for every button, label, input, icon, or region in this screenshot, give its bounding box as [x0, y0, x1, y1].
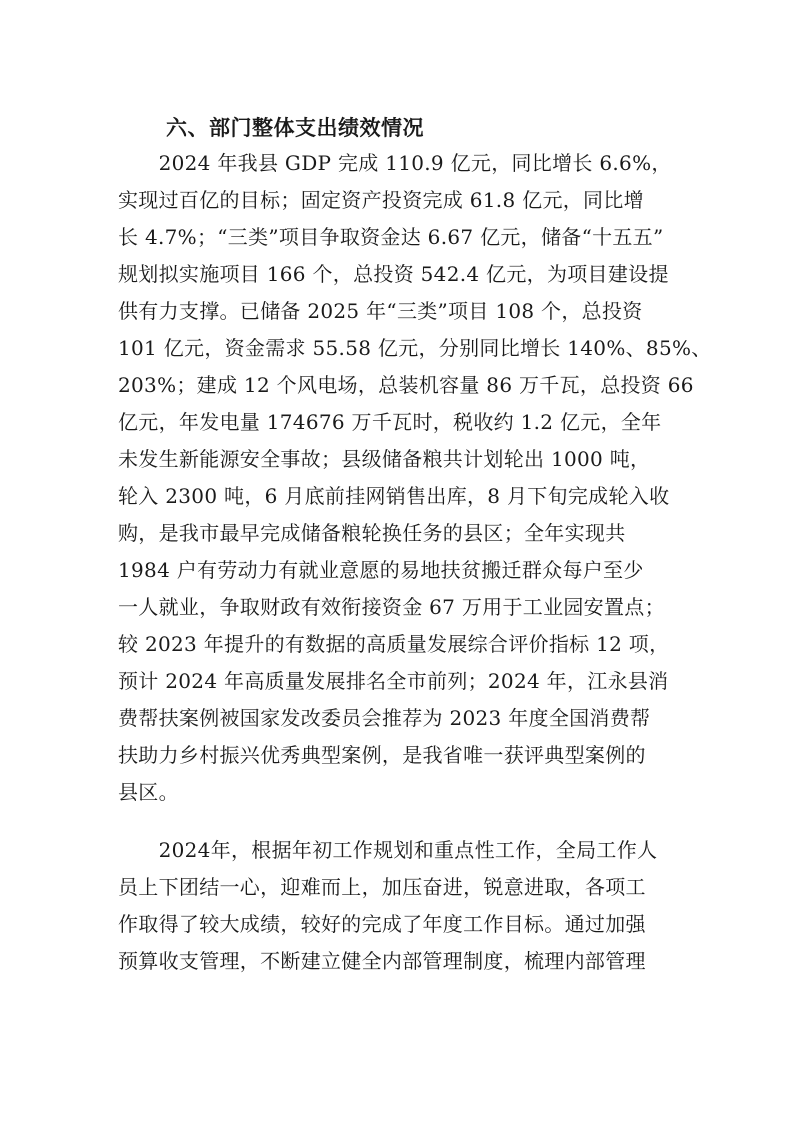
- section-heading: 六、部门整体支出绩效情况: [166, 116, 424, 140]
- text-line: 较 2023 年提升的有数据的高质量发展综合评价指标 12 项，: [118, 632, 670, 656]
- text-line: 县区。: [118, 780, 179, 804]
- text-line: 实现过百亿的目标；固定资产投资完成 61.8 亿元，同比增: [118, 188, 644, 212]
- text-line: 203%；建成 12 个风电场，总装机容量 86 万千瓦，总投资 66: [118, 373, 694, 397]
- text-line: 预算收支管理，不断建立健全内部管理制度，梳理内部管理: [118, 949, 646, 973]
- text-line: 长 4.7%；“三类”项目争取资金达 6.67 亿元，储备“十五五”: [118, 225, 664, 249]
- text-line: 规划拟实施项目 166 个，总投资 542.4 亿元，为项目建设提: [118, 262, 669, 286]
- text-line: 2024 年我县 GDP 完成 110.9 亿元，同比增长 6.6%，: [118, 151, 672, 175]
- text-line: 预计 2024 年高质量发展排名全市前列；2024 年，江永县消: [118, 669, 669, 693]
- text-line: 2024年，根据年初工作规划和重点性工作，全局工作人: [118, 838, 658, 862]
- text-line: 供有力支撑。已储备 2025 年“三类”项目 108 个，总投资: [118, 299, 643, 323]
- text-line: 作取得了较大成绩，较好的完成了年度工作目标。通过加强: [118, 912, 646, 936]
- text-line: 费帮扶案例被国家发改委员会推荐为 2023 年度全国消费帮: [118, 706, 651, 730]
- text-line: 一人就业，争取财政有效衔接资金 67 万用于工业园安置点；: [118, 595, 665, 619]
- text-line: 扶助力乡村振兴优秀典型案例，是我省唯一获评典型案例的: [118, 743, 646, 767]
- text-line: 购，是我市最早完成储备粮轮换任务的县区；全年实现共: [118, 521, 626, 545]
- text-line: 轮入 2300 吨，6 月底前挂网销售出库，8 月下旬完成轮入收: [118, 484, 670, 508]
- text-line: 员上下团结一心，迎难而上，加压奋进，锐意进取，各项工: [118, 875, 646, 899]
- text-line: 101 亿元，资金需求 55.58 亿元，分别同比增长 140%、85%、: [118, 336, 712, 360]
- text-line: 亿元，年发电量 174676 万千瓦时，税收约 1.2 亿元，全年: [118, 410, 662, 434]
- text-line: 1984 户有劳动力有就业意愿的易地扶贫搬迁群众每户至少: [118, 558, 644, 582]
- text-line: 未发生新能源安全事故；县级储备粮共计划轮出 1000 吨，: [118, 447, 651, 471]
